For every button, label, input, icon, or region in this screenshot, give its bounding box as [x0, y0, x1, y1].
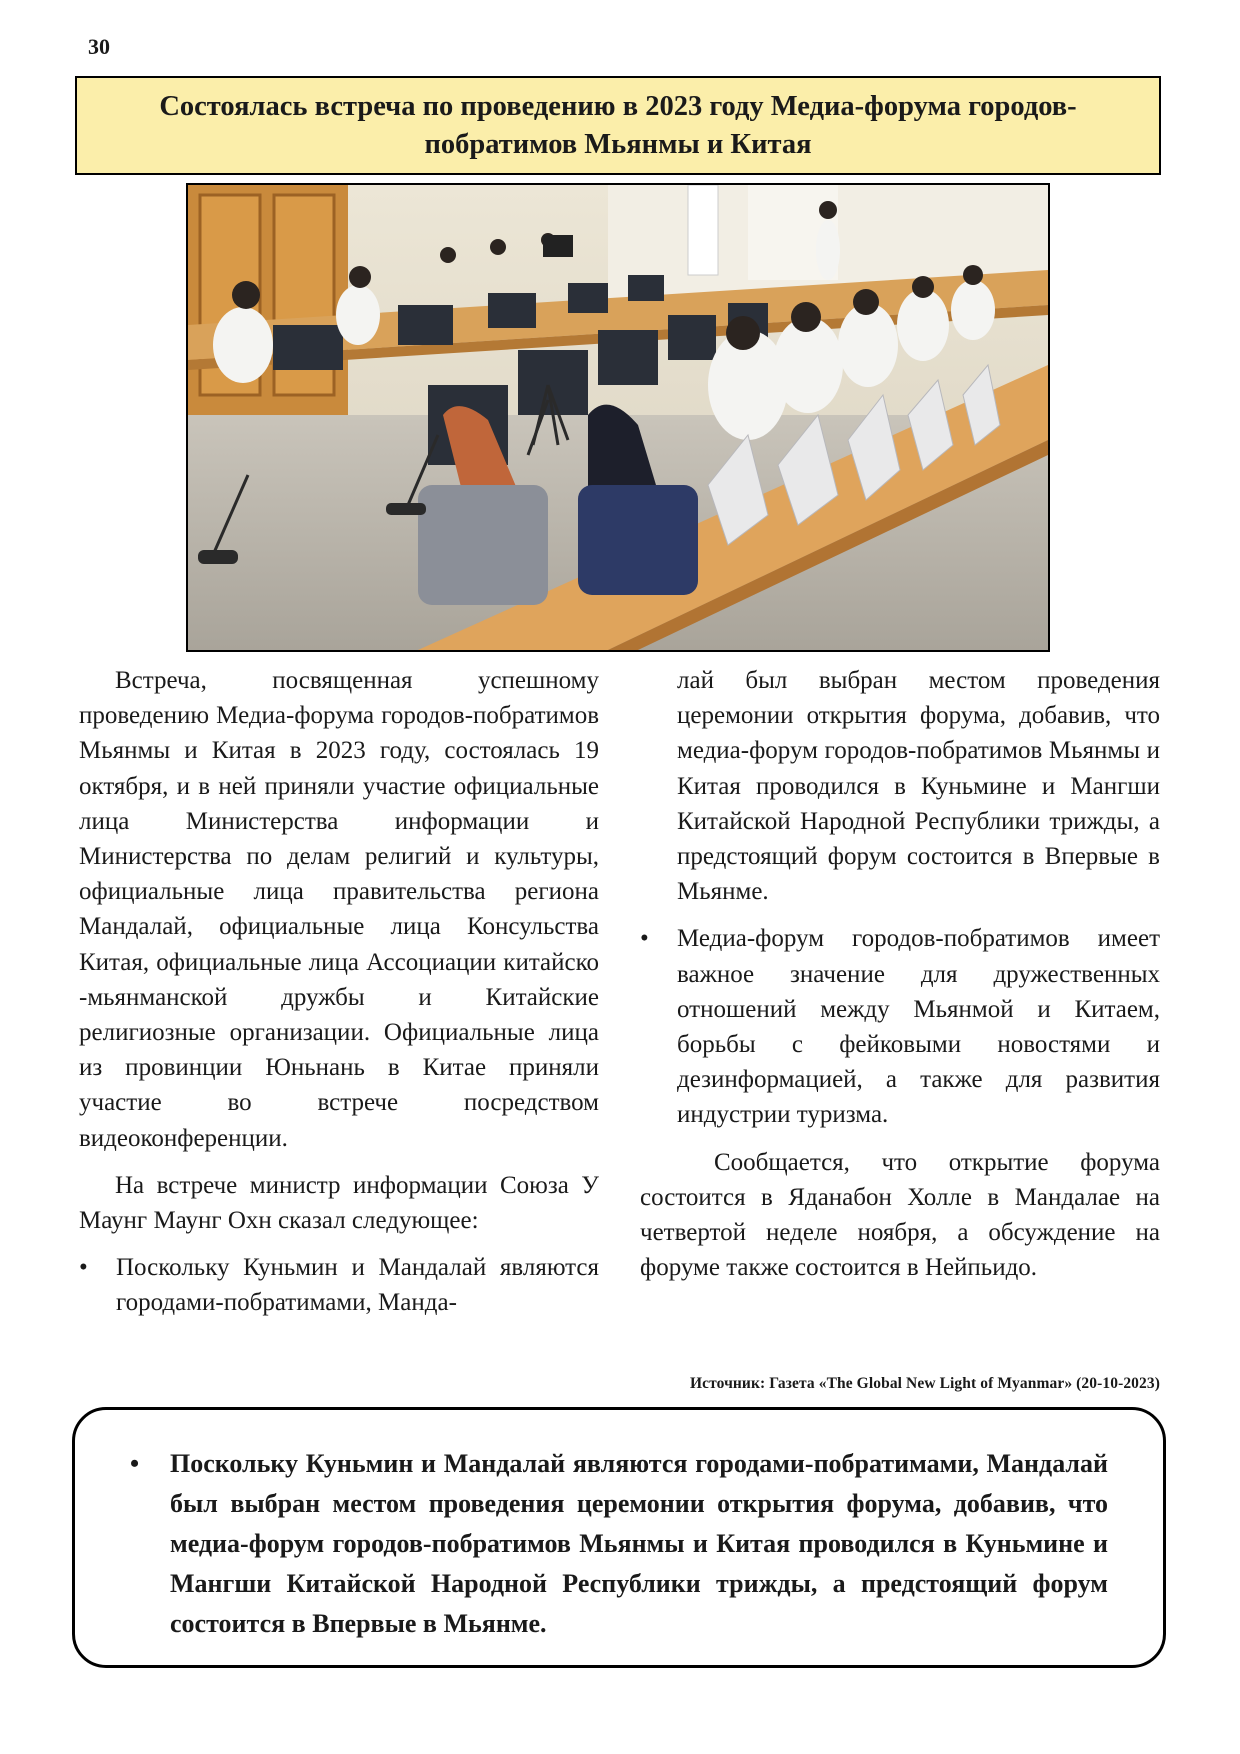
paragraph-minister: На встрече министр информации Союза У Маунг Маунг Охн сказал следующее:	[79, 1171, 599, 1235]
bullet-marker: •	[79, 1254, 88, 1282]
article-right-column	[640, 663, 1160, 1285]
article-title: Состоялась встреча по проведению в 2023 году Медиа-форума городов-побратимов Мьянмы и Китая	[159, 90, 1077, 160]
paragraph-meeting: Встреча, посвященная успешному проведению Медиа-форума городов-побратимов Мьянмы и Китая в 2023 году, состоялась 19 октября, и в ней приняли участие официальные лица Министерства информации и Министерства по делам религий и культуры, официальные лица правительства региона Мандалай, официальные лица Консульства Китая, официальные лица Ассоциации китайско -мьянманской дружбы и Китайские религиозные организации. Официальные лица из провинции Юньнань в Китае приняли участие во встрече посредством видеоконференции.	[79, 667, 599, 1152]
article-left-column	[79, 663, 599, 1321]
bullet-marker: •	[130, 1449, 140, 1478]
bullet-text: Поскольку Куньмин и Мандалай являются городами-побратимами, Манда-	[116, 1254, 599, 1317]
bullet-continuation: лай был выбран местом проведения церемонии открытия форума, добавив, что медиа-форум городов-побратимов Мьянмы и Китая проводился в Куньмине и Мангши Китайской Народной Республики трижды, а предстоящий форум состоится в Впервые в Мьянме.	[677, 667, 1160, 906]
meeting-photo	[186, 183, 1050, 652]
summary-box	[72, 1407, 1166, 1668]
bullet-text: Медиа-форум городов-побратимов имеет важное значение для дружественных отношений между Мьянмой и Китаем, борьбы с фейковыми новостями и дезинформацией, а также для развития индустрии туризма.	[677, 925, 1160, 1129]
page-number: 30	[88, 34, 110, 59]
meeting-photo-illustration	[188, 185, 1048, 650]
summary-text: Поскольку Куньмин и Мандалай являются городами-побратимами, Мандалай был выбран местом проведения церемонии открытия форума, добавив, что медиа-форум городов-побратимов Мьянмы и Китая проводился в Куньмине и Мангши Китайской Народной Республики трижды, а предстоящий форум состоится в Впервые в Мьянме.	[170, 1449, 1108, 1638]
source-citation: Источник: Газета «The Global New Light of Myanmar» (20-10-2023)	[689, 1375, 1160, 1392]
title-box	[75, 76, 1161, 175]
paragraph-opening: Сообщается, что открытие форума состоится в Яданабон Холле в Мандалае на четвертой неделе ноября, а обсуждение на форуме также состоится в Нейпьидо.	[640, 1148, 1160, 1282]
list-item-media-forum	[640, 921, 1160, 1132]
list-item-sister-cities	[79, 1250, 599, 1320]
summary-item	[130, 1444, 1108, 1644]
bullet-marker: •	[640, 925, 649, 953]
